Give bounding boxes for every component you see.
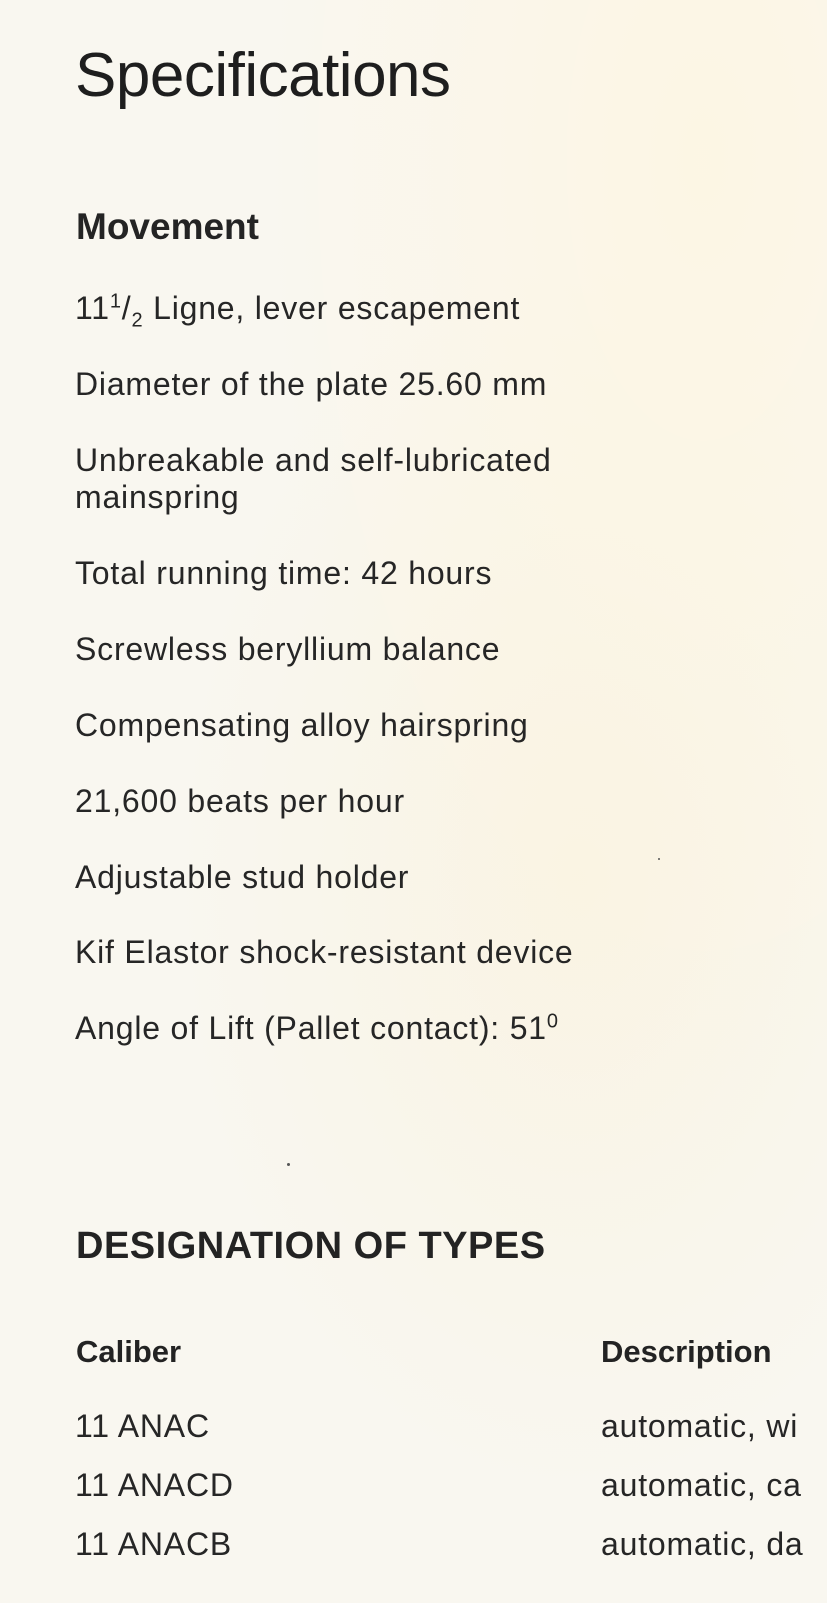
caliber-cell: 11 ANACB bbox=[75, 1526, 232, 1562]
caliber-cell: 11 ANAC bbox=[75, 1408, 210, 1444]
paper-speck bbox=[287, 1163, 290, 1166]
spec-balance: Screwless beryllium balance bbox=[75, 631, 501, 667]
description-column-header: Description bbox=[601, 1334, 772, 1369]
page-title: Specifications bbox=[75, 41, 451, 110]
spec-running-time: Total running time: 42 hours bbox=[75, 555, 493, 591]
description-cell: automatic, wi bbox=[601, 1408, 799, 1444]
spec-angle-of-lift: Angle of Lift (Pallet contact): $51^0$ bbox=[75, 1010, 559, 1046]
spec-beats: 21,600 beats per hour bbox=[75, 783, 405, 819]
spec-hairspring: Compensating alloy hairspring bbox=[75, 707, 529, 743]
caliber-column-header: Caliber bbox=[76, 1334, 182, 1369]
spec-stud-holder: Adjustable stud holder bbox=[75, 859, 410, 895]
types-heading: DESIGNATION OF TYPES bbox=[76, 1225, 546, 1267]
description-cell: automatic, ca bbox=[601, 1467, 802, 1503]
spec-mainspring-line2: mainspring bbox=[75, 479, 240, 515]
movement-heading: Movement bbox=[76, 206, 259, 247]
description-cell: automatic, da bbox=[601, 1526, 804, 1562]
paper-speck bbox=[658, 858, 660, 860]
spec-mainspring-line1: Unbreakable and self-lubricated bbox=[75, 442, 552, 478]
spec-plate-diameter: Diameter of the plate 25.60 mm bbox=[75, 366, 548, 402]
spec-shock-device: Kif Elastor shock-resistant device bbox=[75, 934, 574, 970]
caliber-cell: 11 ANACD bbox=[75, 1467, 234, 1503]
spec-ligne: $11^1/_2$ Ligne, lever escapement bbox=[75, 290, 521, 332]
